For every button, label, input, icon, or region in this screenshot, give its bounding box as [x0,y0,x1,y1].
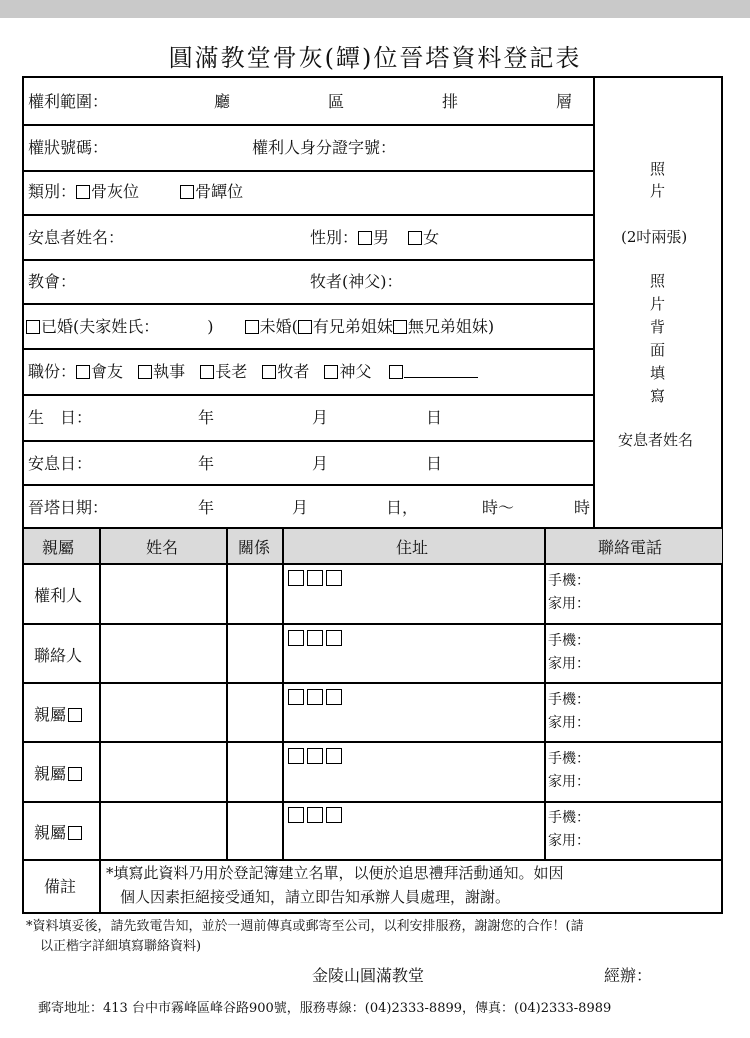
birth-label: 生 日： [28,408,93,427]
enshrine-month: 月 [292,498,309,517]
photo-char: 片 [650,182,666,200]
priest-checkbox[interactable] [324,365,338,379]
urn-position-checkbox[interactable] [180,185,194,199]
rest-date-label: 安息日： [28,454,93,473]
marital-row [26,319,494,335]
grid-line [22,741,723,743]
zip-box[interactable] [326,748,342,764]
grid-line [22,682,723,684]
unmarried-checkbox[interactable] [245,320,259,334]
photo-char: 照 [650,272,666,290]
birth-month: 月 [312,408,329,427]
zip-box[interactable] [288,630,304,646]
photo-size-note: (2吋兩張) [621,228,688,246]
header-relation: 關係 [238,538,271,557]
photo-char: 背 [650,318,666,336]
photo-char: 填 [650,364,666,382]
grid-line [721,76,723,914]
footnote-line-1: *資料填妥後，請先致電告知，並於一週前傳真或郵寄至公司，以利安排服務，謝謝您的合作！(請 [26,919,584,934]
grid-line [22,527,723,529]
relative-label: 親屬 [34,705,67,724]
zip-box[interactable] [307,807,323,823]
unit-hall: 廳 [214,92,231,111]
elder-checkbox[interactable] [200,365,214,379]
birth-day: 日 [426,408,443,427]
photo-char: 面 [650,341,666,359]
relative-checkbox[interactable] [68,826,82,840]
relative-checkbox[interactable] [68,708,82,722]
zip-box[interactable] [307,630,323,646]
rest-year: 年 [198,454,215,473]
married-label: 已婚(夫家姓氏： [41,317,160,336]
position-row [28,364,478,380]
grid-line [22,563,723,565]
zip-box[interactable] [326,570,342,586]
zip-box[interactable] [326,689,342,705]
has-siblings-label: 有兄弟姐妹 [312,317,393,336]
relative-label: 親屬 [34,823,67,842]
grid-line [226,527,228,861]
grid-line [22,259,594,261]
grid-line [22,801,723,803]
photo-char: 片 [650,295,666,313]
mobile-label: 手機： [548,810,590,826]
row-label-contact: 聯絡人 [34,646,83,665]
male-label: 男 [373,228,390,247]
relative-label: 親屬 [34,764,67,783]
rest-month: 月 [312,454,329,473]
row-label-relative [34,825,83,841]
enshrine-year: 年 [198,498,215,517]
unit-level: 層 [556,92,573,111]
grid-line [22,484,594,486]
home-phone-label: 家用： [548,774,590,790]
elder-label: 長老 [215,362,248,381]
mobile-label: 手機： [548,751,590,767]
enshrine-hour-from: 時～ [482,498,515,517]
category-row [28,184,243,200]
mobile-label: 手機： [548,633,590,649]
grid-line [22,348,594,350]
form-title: 圓滿教堂骨灰(罈)位晉塔資料登記表 [168,44,582,72]
gender-label: 性別： [310,228,359,247]
zip-box[interactable] [307,570,323,586]
row-label-rights-holder: 權利人 [34,586,83,605]
grid-line [544,527,546,861]
enshrine-date-label: 晉塔日期： [28,498,109,517]
position-label: 職份： [28,362,77,381]
remarks-line-1: *填寫此資料乃用於登記簿建立名單，以便於追思禮拜活動通知。如因 [106,864,564,882]
married-checkbox[interactable] [26,320,40,334]
photo-back-note: 安息者姓名 [618,431,694,449]
unmarried-label: 未婚( [259,317,298,336]
rest-day: 日 [426,454,443,473]
header-address: 住址 [396,538,429,557]
grid-line [22,76,24,914]
zip-box[interactable] [288,748,304,764]
row-label-relative [34,707,83,723]
ash-position-checkbox[interactable] [76,185,90,199]
grid-line [22,76,723,78]
female-checkbox[interactable] [408,231,422,245]
relative-checkbox[interactable] [68,767,82,781]
unit-zone: 區 [328,92,345,111]
header-phone: 聯絡電話 [598,538,663,557]
deceased-name-label: 安息者姓名： [28,228,125,247]
zip-box[interactable] [326,630,342,646]
unit-row: 排 [442,92,459,111]
zip-box[interactable] [288,689,304,705]
handler-label: 經辦： [604,966,653,985]
member-checkbox[interactable] [76,365,90,379]
grid-line [22,170,594,172]
certificate-label: 權狀號碼： [28,138,109,157]
pastor-checkbox[interactable] [262,365,276,379]
other-position-checkbox[interactable] [389,365,403,379]
married-close: ) [207,317,214,336]
urn-position-label: 骨罈位 [195,182,244,201]
pastor-option-label: 牧者 [277,362,310,381]
ash-position-label: 骨灰位 [91,182,140,201]
grid-line [22,394,594,396]
male-checkbox[interactable] [358,231,372,245]
zip-box[interactable] [288,570,304,586]
home-phone-label: 家用： [548,596,590,612]
mobile-label: 手機： [548,573,590,589]
grid-line [22,124,594,126]
home-phone-label: 家用： [548,715,590,731]
grid-line [282,527,284,861]
enshrine-hour-to: 時 [574,498,591,517]
zip-box[interactable] [307,689,323,705]
remarks-label: 備註 [44,877,77,896]
remarks-line-2: 個人因素拒絕接受通知，請立即告知承辦人員處理，謝謝。 [120,888,511,906]
photo-char: 寫 [650,387,666,405]
footnote-line-2: 以正楷字詳細填寫聯絡資料) [40,939,202,954]
header-relative: 親屬 [42,538,75,557]
zip-box[interactable] [307,748,323,764]
rights-scope-label: 權利範圍： [28,92,109,111]
grid-line [22,303,594,305]
grid-line [22,214,594,216]
zip-box[interactable] [288,807,304,823]
grid-line [22,912,723,914]
organization-name: 金陵山圓滿教堂 [312,966,425,985]
has-siblings-checkbox[interactable] [298,320,312,334]
header-name: 姓名 [146,538,179,557]
church-label: 教會： [28,272,77,291]
enshrine-day: 日， [386,498,419,517]
deacon-label: 執事 [153,362,186,381]
address-line: 郵寄地址：413 台中市霧峰區峰谷路900號，服務專線：(04)2333-8899，傳真：(04)2333-8989 [38,1001,612,1016]
scan-top-edge [0,0,750,18]
no-siblings-label: 無兄弟姐妹) [407,317,495,336]
no-siblings-checkbox[interactable] [393,320,407,334]
category-label: 類別： [28,182,77,201]
zip-box[interactable] [326,807,342,823]
grid-line [22,440,594,442]
birth-year: 年 [198,408,215,427]
mobile-label: 手機： [548,692,590,708]
grid-line [593,76,595,527]
deacon-checkbox[interactable] [138,365,152,379]
priest-label: 神父 [339,362,372,381]
female-label: 女 [423,228,440,247]
grid-line [22,859,723,861]
gender-row [310,230,439,246]
row-label-relative [34,766,83,782]
id-number-label: 權利人身分證字號： [252,138,397,157]
member-label: 會友 [91,362,124,381]
grid-line [22,623,723,625]
home-phone-label: 家用： [548,833,590,849]
pastor-label: 牧者(神父)： [310,272,403,291]
grid-line [99,527,101,914]
home-phone-label: 家用： [548,656,590,672]
other-position-blank[interactable] [404,364,478,378]
photo-char: 照 [650,160,666,178]
